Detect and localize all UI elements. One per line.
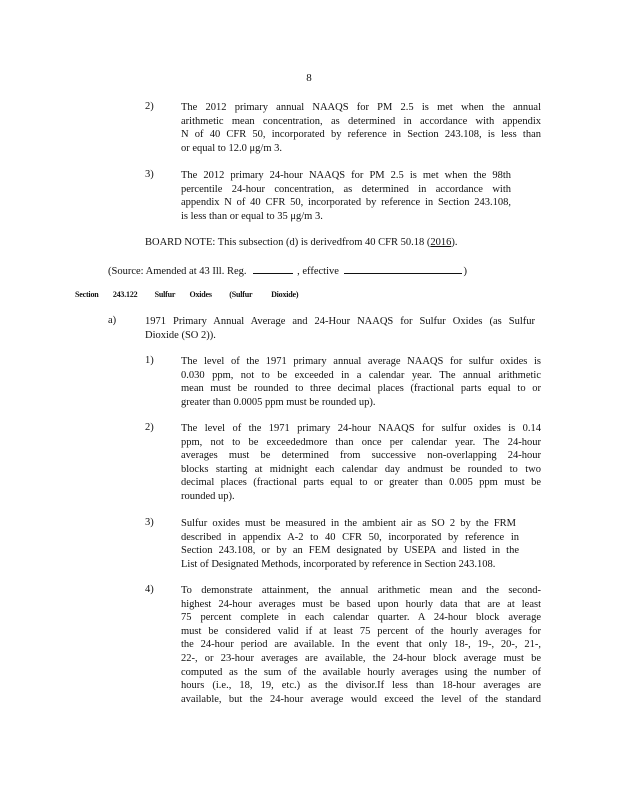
page-number: 8 bbox=[306, 72, 312, 84]
text-line: Section 243.108, or by an FEM designated by USEPA and listed in the bbox=[181, 545, 519, 557]
text-line: described in appendix A-2 to 40 CFR 50, incorporated by reference in bbox=[181, 531, 519, 543]
text-line: To demonstrate attainment, the annual arithmetic mean and the second- bbox=[181, 585, 541, 596]
text-line: The level of the 1971 primary 24-hour NAAQS for sulfur oxides is 0.14 bbox=[181, 423, 541, 434]
text-line: ppm, not to be exceededmore than once per calendar year. The 24-hour bbox=[181, 436, 541, 448]
text-line: hours (i.e., 18, 19, etc.) as the divisor.If less than 18-hour averages are bbox=[181, 680, 541, 692]
section-title-word: Sulfur bbox=[154, 290, 176, 299]
source-mid: , effective bbox=[297, 266, 339, 277]
text-line: the 24-hour period are available. In the event that only 18-, 19-, 20-, 21-, bbox=[181, 639, 541, 651]
text-line: Sulfur oxides must be measured in the ambient air as SO 2 by the FRM bbox=[181, 518, 516, 529]
register-volume-blank bbox=[253, 263, 293, 274]
item-number: 4) bbox=[145, 584, 154, 595]
item-text bbox=[181, 517, 541, 571]
section-label: Section bbox=[75, 290, 99, 299]
text-line: percentile 24-hour concentration, as determined in accordance with bbox=[181, 183, 511, 195]
item-text bbox=[181, 355, 541, 409]
text-line: decimal places (fractional parts equal to or greater than 0.005 ppm must be bbox=[181, 477, 541, 489]
text-line: mean must be rounded to three decimal places (fractional parts equal to or bbox=[181, 383, 541, 395]
text-line: computed as the sum of the available hourly averages using the number of bbox=[181, 666, 541, 678]
item-text bbox=[181, 169, 511, 223]
item-text bbox=[181, 584, 541, 706]
text-line: 75 percent complete in each calendar quarter. A 24-hour block average bbox=[181, 612, 541, 624]
text-line: The 2012 primary 24-hour NAAQS for PM 2.5 is met when the 98th bbox=[181, 170, 511, 181]
text-line: rounded up). bbox=[181, 490, 235, 502]
section-title-word: Dioxide) bbox=[271, 290, 299, 299]
item-number: 3) bbox=[145, 517, 154, 528]
text-line: 22-, or 23-hour averages are available, the 24-hour block average must be bbox=[181, 652, 541, 664]
struck-year: 2016 bbox=[430, 237, 452, 248]
board-note bbox=[145, 236, 457, 250]
item-number: 2) bbox=[145, 422, 154, 433]
item-text bbox=[145, 315, 535, 342]
text-line: N of 40 CFR 50, incorporated by reference in Section 243.108, is less than bbox=[181, 129, 541, 141]
section-heading bbox=[75, 290, 298, 299]
text-line: 0.030 ppm, not to be exceeded in a calendar year. The annual arithmetic bbox=[181, 369, 541, 381]
section-title-word: Oxides bbox=[189, 290, 212, 299]
text-line: Dioxide (SO 2)). bbox=[145, 329, 216, 341]
item-text bbox=[181, 422, 541, 504]
source-note bbox=[108, 263, 467, 279]
text-line: greater than 0.0005 ppm must be rounded up). bbox=[181, 396, 376, 408]
board-note-tail: ). bbox=[451, 237, 458, 248]
effective-date-blank bbox=[344, 263, 462, 274]
text-line: must be considered valid if at least 75 percent of the hourly averages for bbox=[181, 625, 541, 637]
text-line: averages must be determined from successive non-overlapping 24-hour bbox=[181, 450, 541, 462]
text-line: 1971 Primary Annual Average and 24-Hour NAAQS for Sulfur Oxides (as Sulfur bbox=[145, 316, 535, 327]
text-line: blocks starting at midnight each calendar day andmust be rounded to two bbox=[181, 463, 541, 475]
text-line: The level of the 1971 primary annual average NAAQS for sulfur oxides is bbox=[181, 356, 541, 367]
text-line: appendix N of 40 CFR 50, incorporated by reference in Section 243.108, bbox=[181, 197, 511, 209]
text-line: The 2012 primary annual NAAQS for PM 2.5 is met when the annual bbox=[181, 102, 541, 113]
text-line: or equal to 12.0 μg/m 3. bbox=[181, 142, 282, 154]
item-text bbox=[181, 101, 541, 155]
item-number: 1) bbox=[145, 355, 154, 366]
section-number: 243.122 bbox=[112, 290, 138, 299]
item-number: a) bbox=[108, 315, 117, 326]
section-title-word: (Sulfur bbox=[229, 290, 253, 299]
source-close: ) bbox=[463, 266, 468, 277]
source-open: (Source: Amended at 43 Ill. Reg. bbox=[108, 266, 247, 277]
text-line: List of Designated Methods, incorporated by reference in Section 243.108. bbox=[181, 558, 496, 570]
text-line: is less than or equal to 35 μg/m 3. bbox=[181, 210, 323, 222]
text-line: arithmetic mean concentration, as determined in accordance with appendix bbox=[181, 115, 541, 127]
text-line: available, but the 24-hour average would exceed the level of the standard bbox=[181, 693, 541, 705]
item-number: 3) bbox=[145, 169, 154, 180]
item-number: 2) bbox=[145, 101, 154, 112]
text-line: highest 24-hour averages must be based upon hourly data that are at least bbox=[181, 598, 541, 610]
board-note-text: BOARD NOTE: This subsection (d) is derivedfrom 40 CFR 50.18 ( bbox=[145, 237, 431, 248]
